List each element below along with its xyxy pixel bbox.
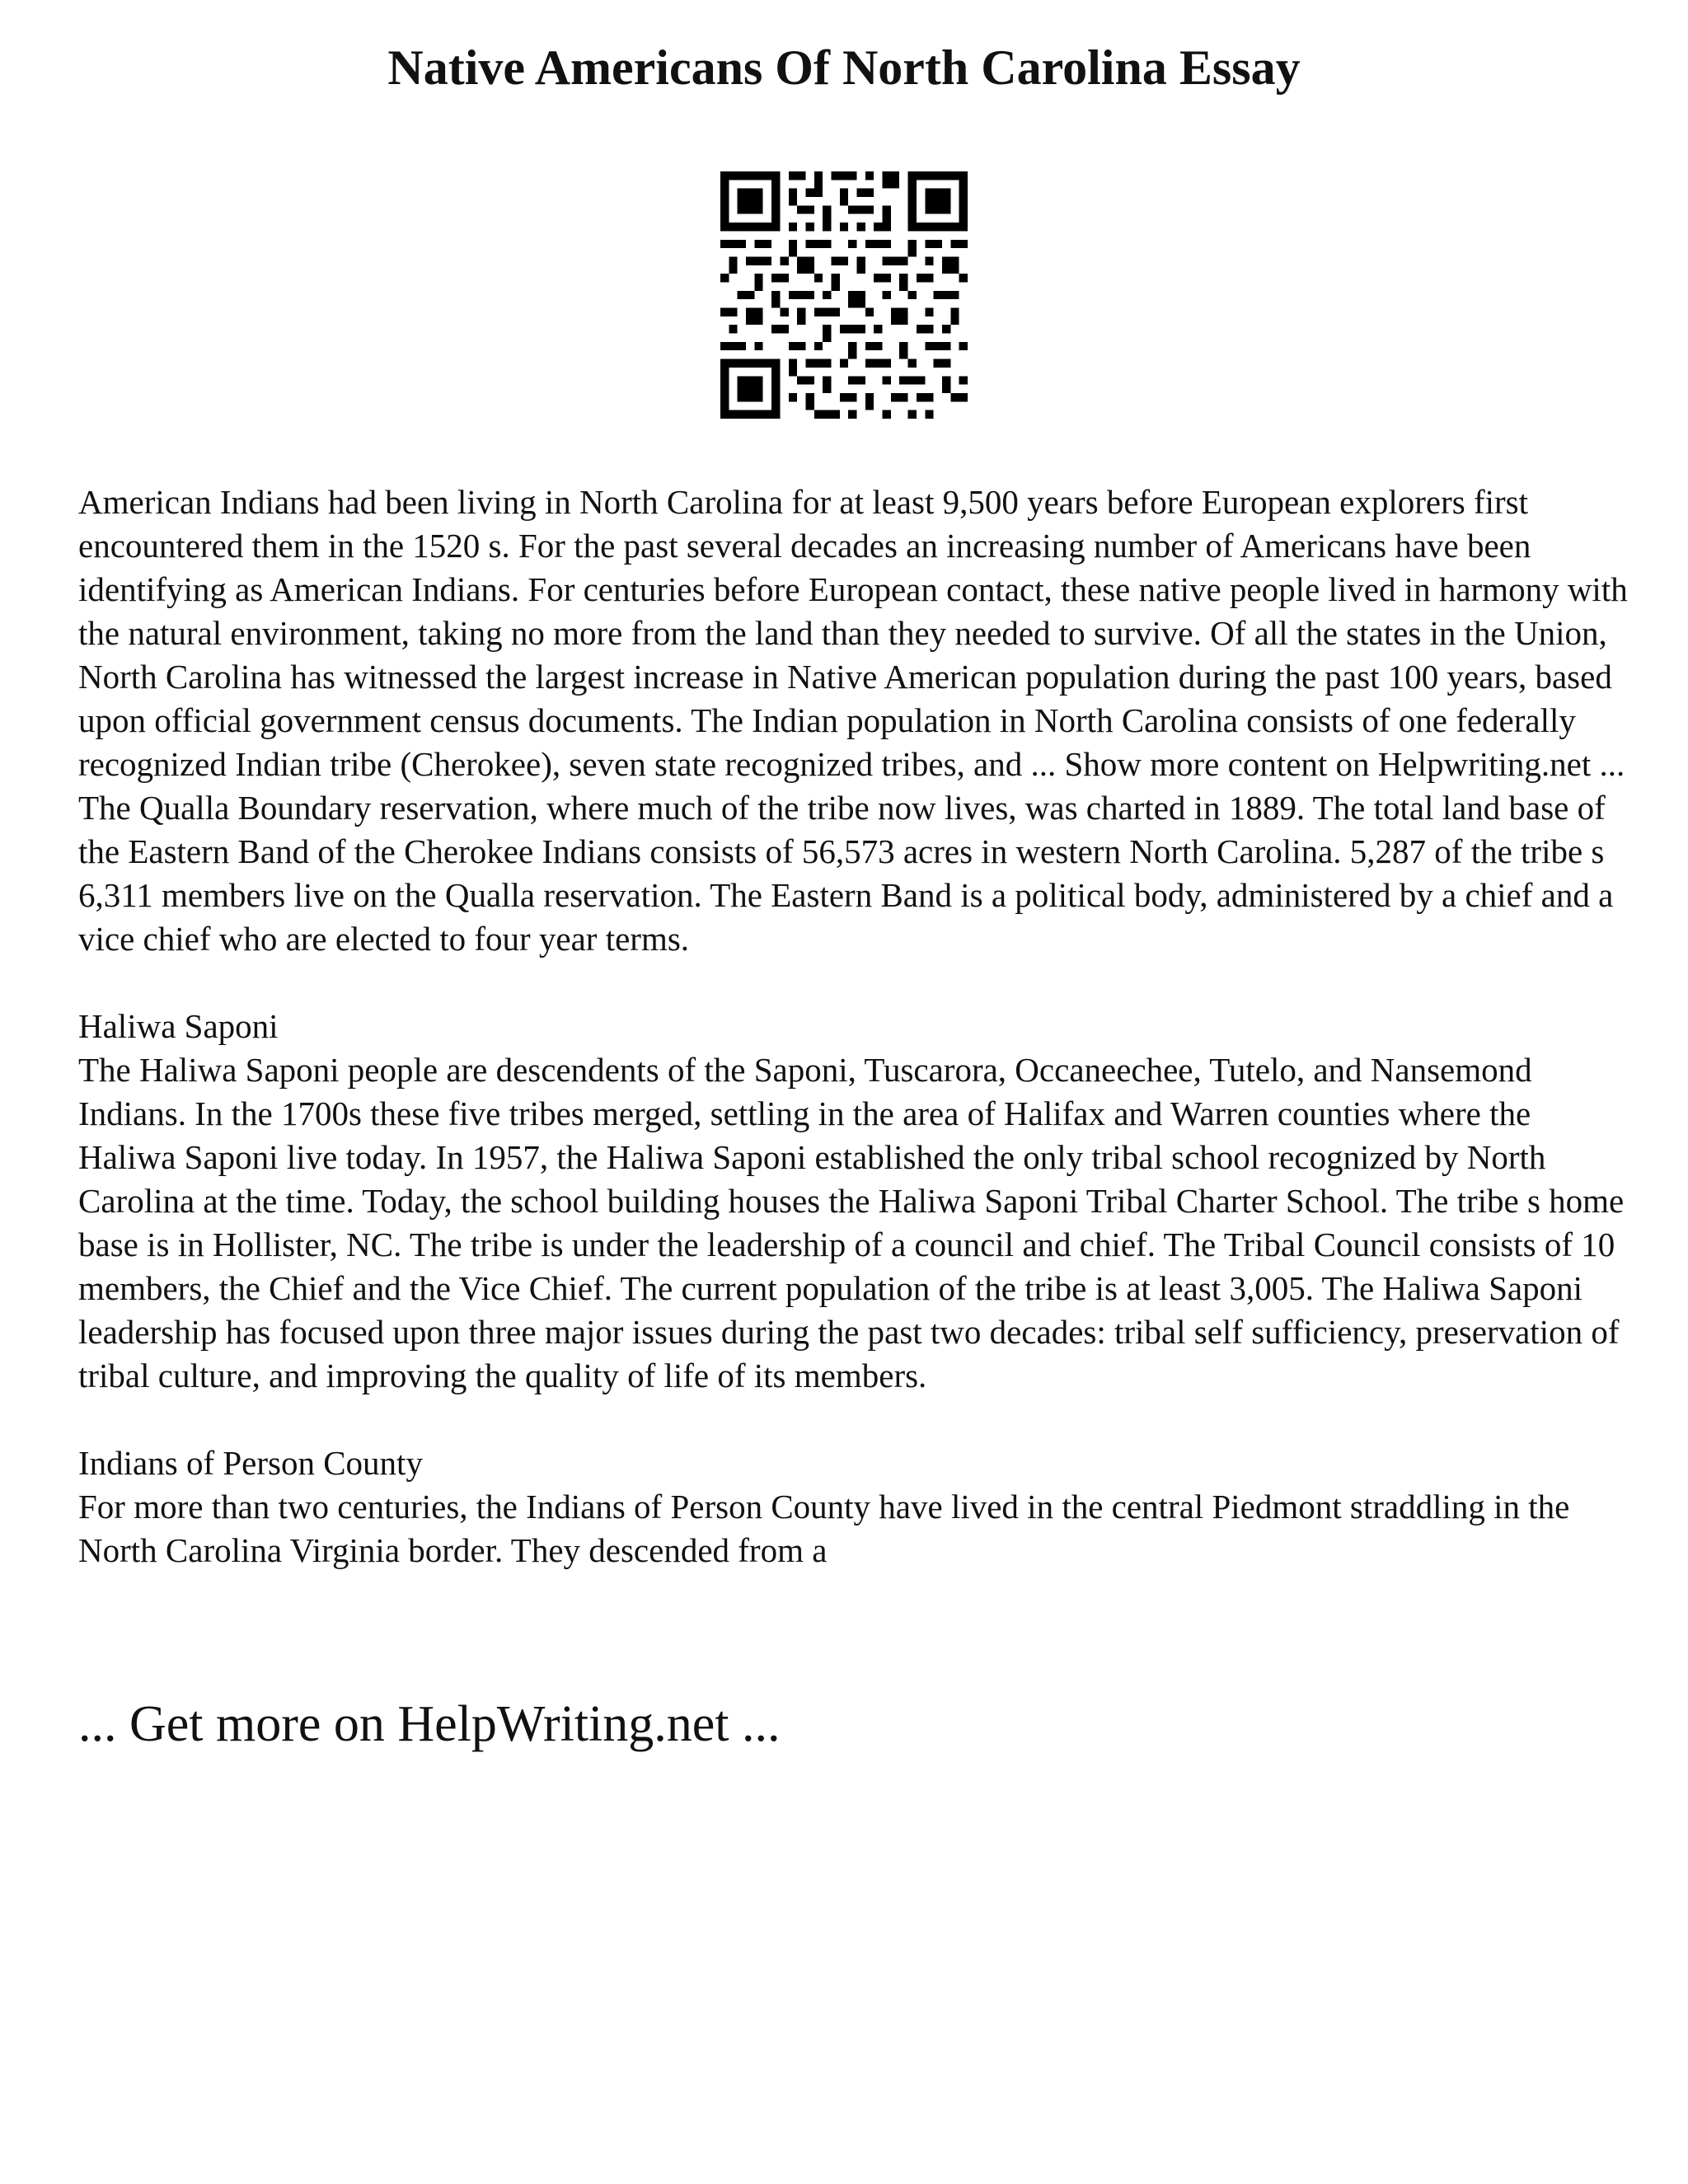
paragraph-spacer — [78, 1398, 1628, 1441]
paragraph-spacer — [78, 961, 1628, 1005]
haliwa-saponi-paragraph: The Haliwa Saponi people are descendents of the Saponi, Tuscarora, Occaneechee, Tutelo, and Nansemond Indians. In the 1700s these five tribes merged, settling in the area of Halifax and Warren counties where the Haliwa Saponi live today. In 1957, the Haliwa Saponi established the only tribal school recognized by North Carolina at the time. Today, the school building houses the Haliwa Saponi Tribal Charter School. The tribe s home base is in Hollister, NC. The tribe is under the leadership of a council and chief. The Tribal Council consists of 10 members, the Chief and the Vice Chief. The current population of the tribe is at least 3,005. The Haliwa Saponi leadership has focused upon three major issues during the past two decades: tribal self sufficiency, preservation of tribal culture, and improving the quality of life of its members. — [78, 1051, 1625, 1394]
person-county-paragraph: For more than two centuries, the Indians of Person County have lived in the central Piedmont straddling in the North Carolina Virginia border. They descended from a — [78, 1488, 1570, 1569]
qr-code-icon — [720, 171, 968, 419]
essay-body — [78, 480, 1628, 1572]
get-more-link[interactable]: ... Get more on HelpWriting.net ... — [78, 1696, 781, 1752]
qualla-paragraph: The Qualla Boundary reservation, where much of the tribe now lives, was charted in 1889. The total land base of the Eastern Band of the Cherokee Indians consists of 56,573 acres in western North Carolina. 5,287 of the tribe s 6,311 members live on the Qualla reservation. The Eastern Band is a political body, administered by a chief and a vice chief who are elected to four year terms. — [78, 789, 1614, 958]
intro-paragraph: American Indians had been living in North Carolina for at least 9,500 years before European explorers first encountered them in the 1520 s. For the past several decades an increasing number of Americans have been identifying as American Indians. For centuries before European contact, these native people lived in harmony with the natural environment, taking no more from the land than they needed to survive. Of all the states in the Union, North Carolina has witnessed the largest increase in Native American population during the past 100 years, based upon official government census documents. The Indian population in North Carolina consists of one federally recognized Indian tribe (Cherokee), seven state recognized tribes, and ... Show more content on Helpwriting.net ... — [78, 483, 1628, 783]
page-title: Native Americans Of North Carolina Essay — [387, 40, 1301, 95]
section-heading-haliwa-saponi: Haliwa Saponi — [78, 1007, 279, 1045]
section-heading-person-county: Indians of Person County — [78, 1444, 423, 1482]
